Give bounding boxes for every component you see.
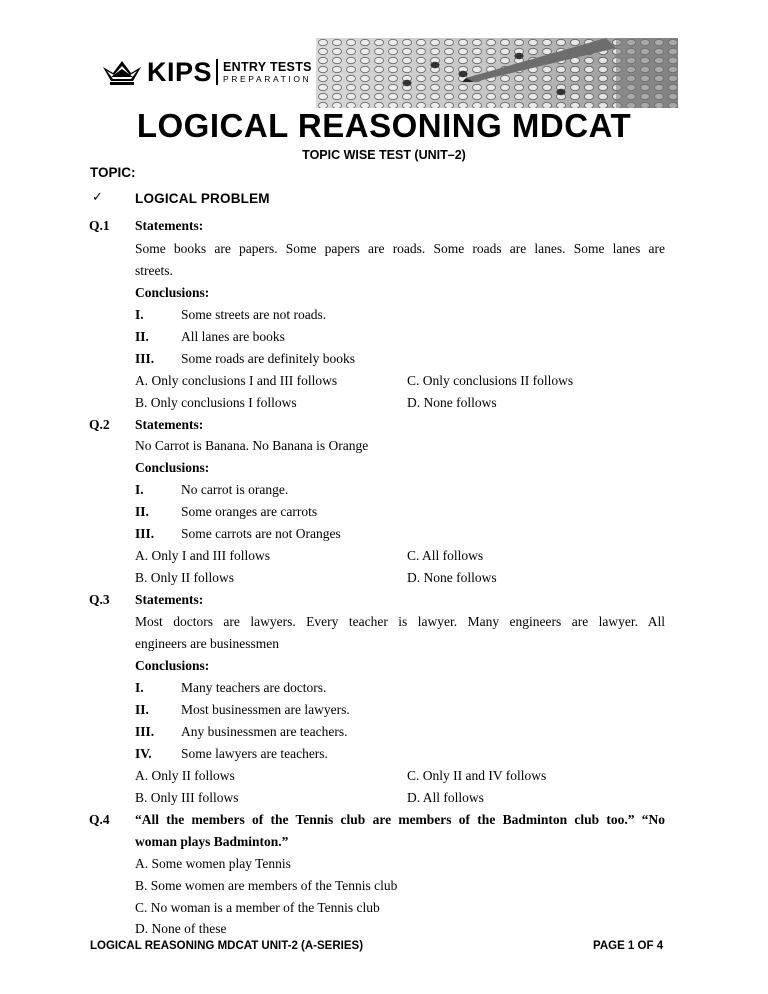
option-c: C. No woman is a member of the Tennis club — [135, 900, 380, 915]
statement-text: No Carrot is Banana. No Banana is Orange — [135, 438, 369, 453]
option-a: A. Only II follows — [135, 768, 235, 783]
conclusion-text: No carrot is orange. — [181, 482, 289, 497]
topic-label: TOPIC: — [90, 165, 136, 180]
conclusions-label: Conclusions: — [135, 658, 210, 673]
conclusion-text: Any businessmen are teachers. — [181, 724, 348, 739]
conclusion-number: II. — [135, 504, 149, 519]
conclusion-text: All lanes are books — [181, 329, 285, 344]
option-d: D. None follows — [407, 395, 497, 410]
tagline-bottom: PREPARATION — [223, 74, 312, 84]
kips-logo — [101, 55, 312, 89]
statements-label: Statements: — [135, 592, 204, 607]
conclusion-number: III. — [135, 351, 155, 366]
option-b: B. Only II follows — [135, 570, 234, 585]
statements-label: Statements: — [135, 218, 204, 233]
conclusions-label: Conclusions: — [135, 285, 210, 300]
tagline-top: ENTRY TESTS — [223, 59, 312, 74]
brand-tagline — [223, 61, 312, 84]
option-d: D. All follows — [407, 790, 484, 805]
conclusion-number: III. — [135, 526, 155, 541]
conclusion-number: IV. — [135, 746, 152, 761]
conclusion-text: Some carrots are not Oranges — [181, 526, 341, 541]
conclusion-number: III. — [135, 724, 155, 739]
option-c: C. Only II and IV follows — [407, 768, 547, 783]
brand-name: KIPS — [147, 56, 213, 87]
page-number: PAGE 1 OF 4 — [593, 940, 664, 952]
question-number: Q.4 — [89, 812, 110, 827]
statement-text: engineers are businessmen — [135, 636, 279, 651]
statement-text: woman plays Badminton.” — [135, 834, 289, 849]
statement-text: “All the members of the Tennis club are members of the Badminton club too.” “No — [135, 812, 665, 827]
option-b: B. Only III follows — [135, 790, 239, 805]
question-number: Q.2 — [89, 417, 110, 432]
logo-divider — [216, 59, 218, 85]
page-title: LOGICAL REASONING MDCAT — [136, 107, 632, 144]
question-number: Q.3 — [89, 592, 110, 607]
conclusion-text: Some lawyers are teachers. — [181, 746, 328, 761]
conclusion-text: Some oranges are carrots — [181, 504, 318, 519]
footer-title: LOGICAL REASONING MDCAT UNIT-2 (A-SERIES) — [90, 940, 364, 952]
topic-item: LOGICAL PROBLEM — [135, 191, 270, 206]
conclusions-label: Conclusions: — [135, 460, 210, 475]
page-subtitle: TOPIC WISE TEST (UNIT–2) — [302, 148, 466, 162]
option-d: D. None of these — [135, 921, 227, 936]
option-b: B. Only conclusions I follows — [135, 395, 297, 410]
answer-sheet-banner-image — [316, 38, 678, 108]
statement-text: Most doctors are lawyers. Every teacher is lawyer. Many engineers are lawyer. All — [135, 614, 665, 629]
conclusion-text: Some roads are definitely books — [181, 351, 355, 366]
conclusion-number: II. — [135, 329, 149, 344]
option-a: A. Only conclusions I and III follows — [135, 373, 338, 388]
conclusion-text: Some streets are not roads. — [181, 307, 327, 322]
question-number: Q.1 — [89, 218, 110, 233]
option-c: C. Only conclusions II follows — [407, 373, 574, 388]
statements-label: Statements: — [135, 417, 204, 432]
conclusion-number: I. — [135, 307, 144, 322]
option-a: A. Some women play Tennis — [135, 856, 291, 871]
option-c: C. All follows — [407, 548, 484, 563]
conclusion-text: Most businessmen are lawyers. — [181, 702, 350, 717]
conclusion-number: II. — [135, 702, 149, 717]
conclusion-number: I. — [135, 680, 144, 695]
conclusion-text: Many teachers are doctors. — [181, 680, 327, 695]
statement-text: streets. — [135, 263, 173, 278]
option-b: B. Some women are members of the Tennis club — [135, 878, 398, 893]
option-d: D. None follows — [407, 570, 497, 585]
crown-icon — [101, 57, 143, 87]
checkmark-icon: ✓ — [92, 190, 103, 205]
option-a: A. Only I and III follows — [135, 548, 270, 563]
conclusion-number: I. — [135, 482, 144, 497]
statement-text: Some books are papers. Some papers are roads. Some roads are lanes. Some lanes are — [135, 241, 665, 256]
